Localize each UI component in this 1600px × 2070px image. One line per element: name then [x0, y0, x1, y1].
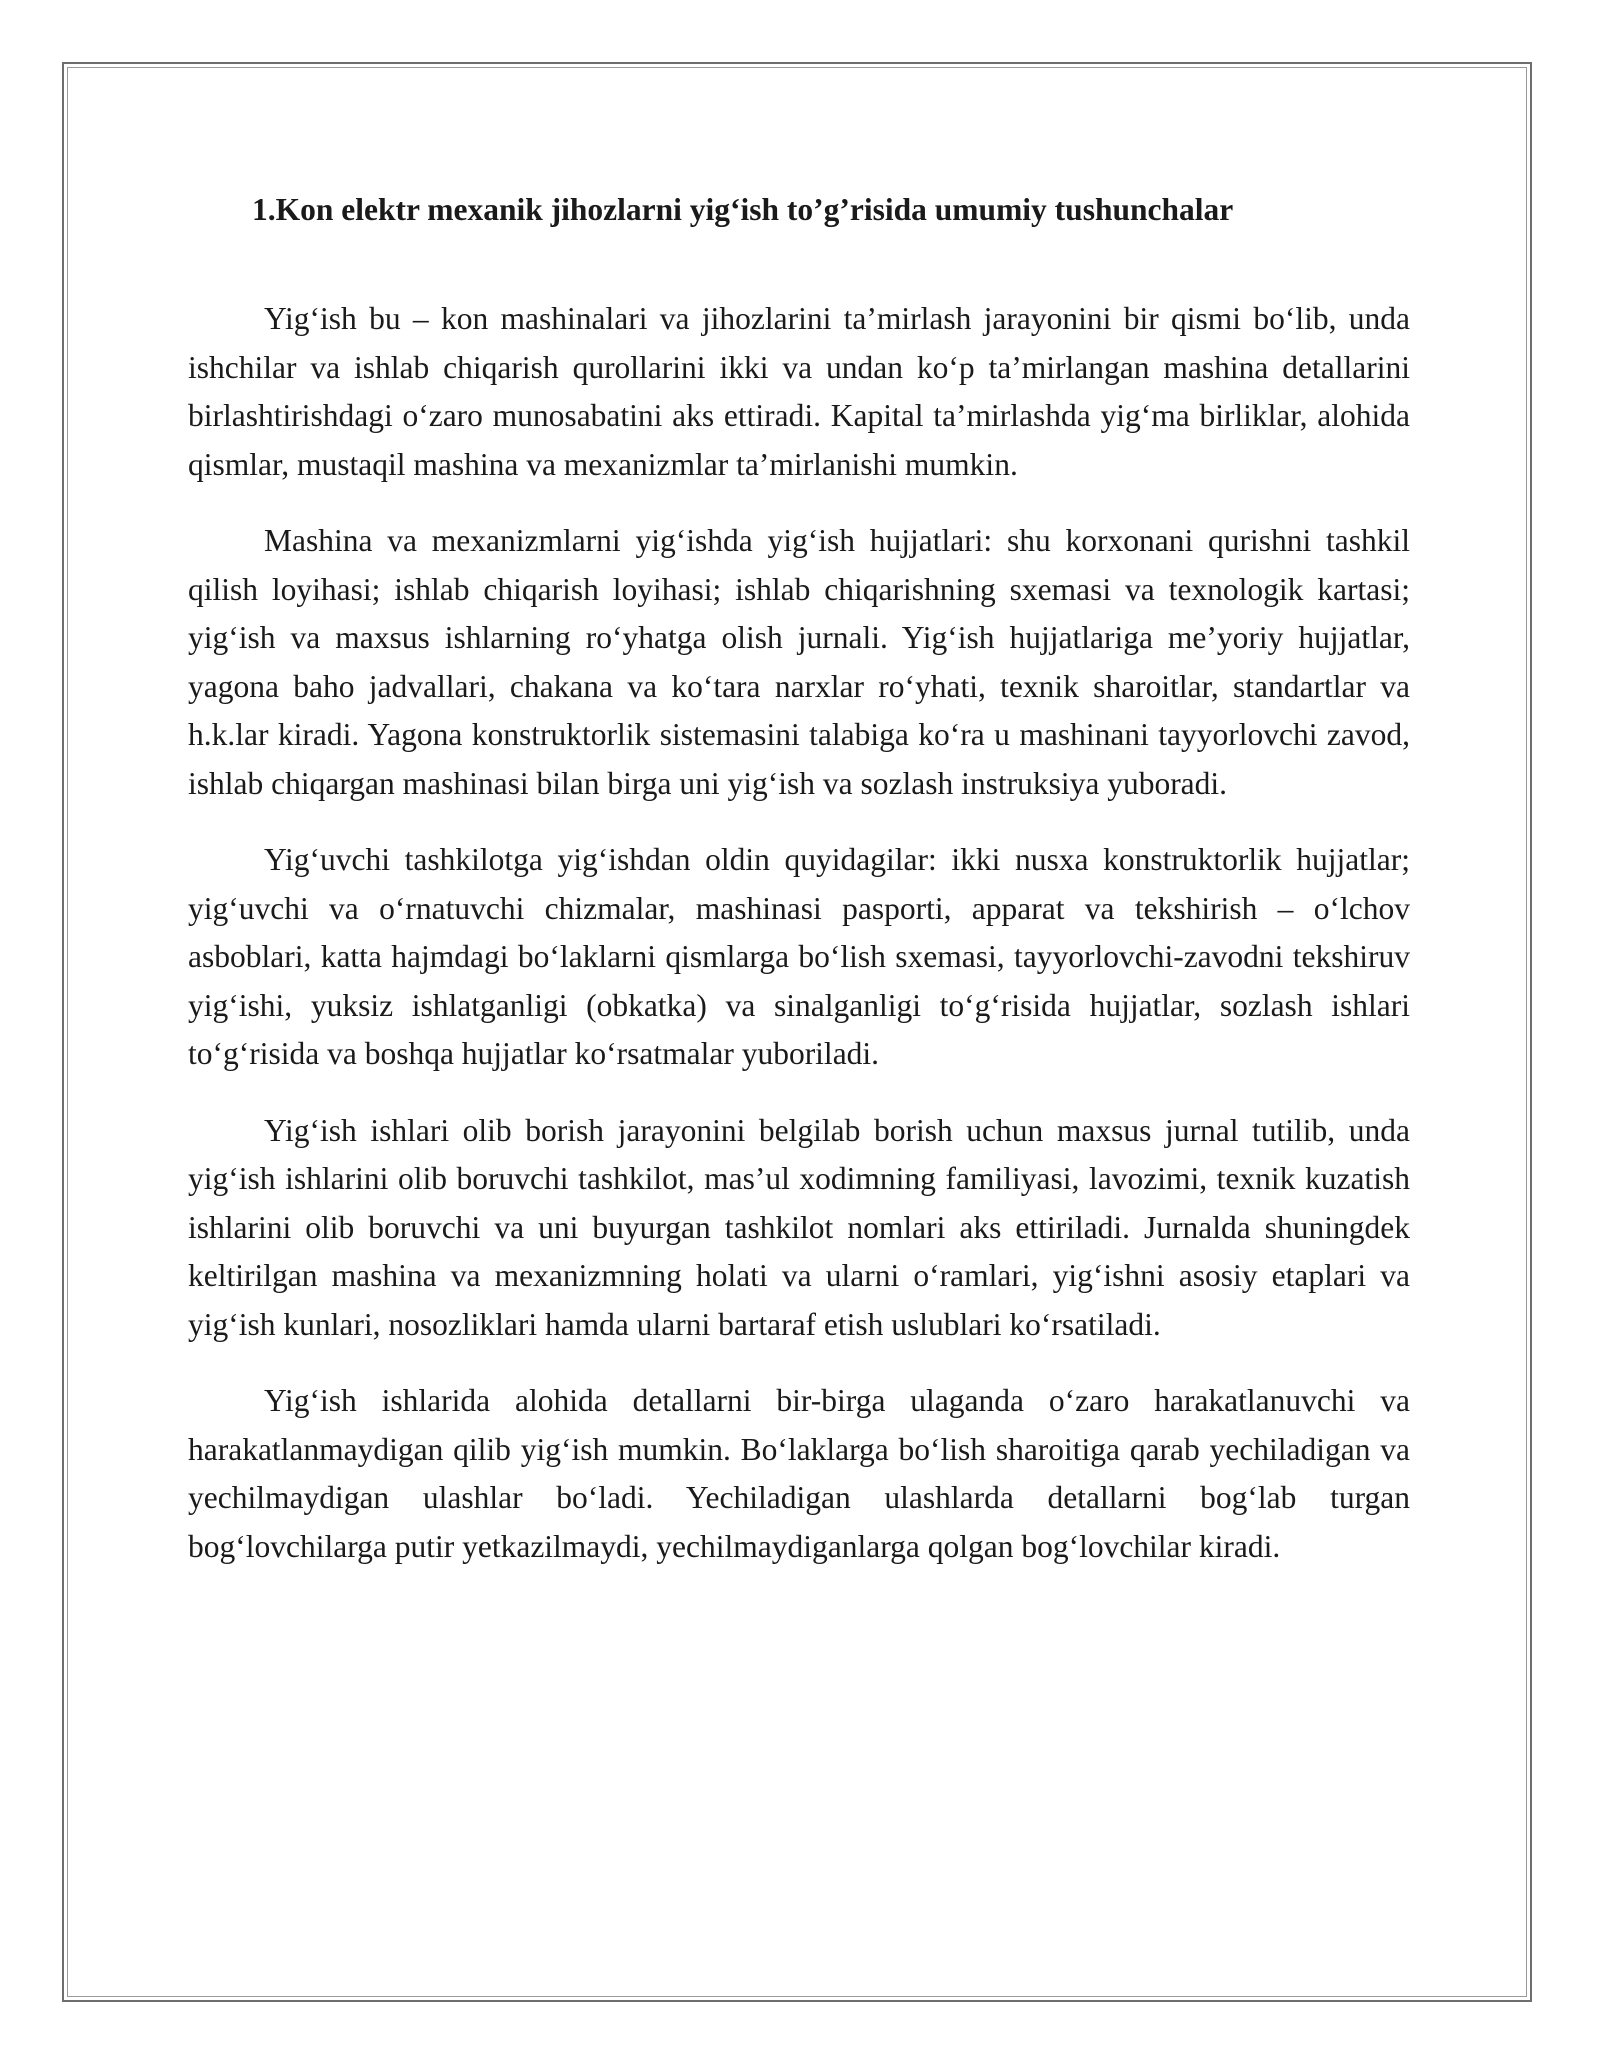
- paragraph-5: Yig‘ish ishlarida alohida detallarni bir-birga ulaganda o‘zaro harakatlanuvchi va harakatlanmaydigan qilib yig‘ish mumkin. Bo‘laklarga bo‘lish sharoitiga qarab yechiladigan va yechilmaydigan ulashlar bo‘ladi. Yechiladigan ulashlarda detallarni bog‘lab turgan bog‘lovchilarga putir yetkazilmaydi, yechilmaydiganlarga qolgan bog‘lovchilar kiradi.: [188, 1383, 1410, 1564]
- paragraph-3: Yig‘uvchi tashkilotga yig‘ishdan oldin quyidagilar: ikki nusxa konstruktorlik hujjatlar; yig‘uvchi va o‘rnatuvchi chizmalar, mashinasi pasporti, apparat va tekshirish – o‘lchov asboblari, katta hajmdagi bo‘laklarni qismlarga bo‘lish sxemasi, tayyorlovchi-zavodni tekshiruv yig‘ishi, yuksiz ishlatganligi (obkatka) va sinalganligi to‘g‘risida hujjatlar, sozlash ishlari to‘g‘risida va boshqa hujjatlar ko‘rsatmalar yuboriladi.: [188, 842, 1410, 1071]
- document-body: [188, 185, 1410, 1599]
- document-title: 1.Kon elektr mexanik jihozlarni yig‘ish to’g’risida umumiy tushunchalar: [252, 192, 1234, 227]
- paragraph-2: Mashina va mexanizmlarni yig‘ishda yig‘ish hujjatlari: shu korxonani qurishni tashkil qilish loyihasi; ishlab chiqarish loyihasi; ishlab chiqarishning sxemasi va texnologik kartasi; yig‘ish va maxsus ishlarning ro‘yhatga olish jurnali. Yig‘ish hujjatlariga me’yoriy hujjatlar, yagona baho jadvallari, chakana va ko‘tara narxlar ro‘yhati, texnik sharoitlar, standartlar va h.k.lar kiradi. Yagona konstruktorlik sistemasini talabiga ko‘ra u mashinani tayyorlovchi zavod, ishlab chiqargan mashinasi bilan birga uni yig‘ish va sozlash instruksiya yuboradi.: [188, 523, 1410, 801]
- paragraph-4: Yig‘ish ishlari olib borish jarayonini belgilab borish uchun maxsus jurnal tutilib, unda yig‘ish ishlarini olib boruvchi tashkilot, mas’ul xodimning familiyasi, lavozimi, texnik kuzatish ishlarini olib boruvchi va uni buyurgan tashkilot nomlari aks ettiriladi. Jurnalda shuningdek keltirilgan mashina va mexanizmning holati va ularni o‘ramlari, yig‘ishni asosiy etaplari va yig‘ish kunlari, nosozliklari hamda ularni bartaraf etish uslublari ko‘rsatiladi.: [188, 1112, 1410, 1342]
- paragraph-1: Yig‘ish bu – kon mashinalari va jihozlarini ta’mirlash jarayonini bir qismi bo‘lib, unda ishchilar va ishlab chiqarish qurollarini ikki va undan ko‘p ta’mirlangan mashina detallarini birlashtirishdagi o‘zaro munosabatini aks ettiradi. Kapital ta’mirlashda yig‘ma birliklar, alohida qismlar, mustaqil mashina va mexanizmlar ta’mirlanishi mumkin.: [188, 301, 1410, 482]
